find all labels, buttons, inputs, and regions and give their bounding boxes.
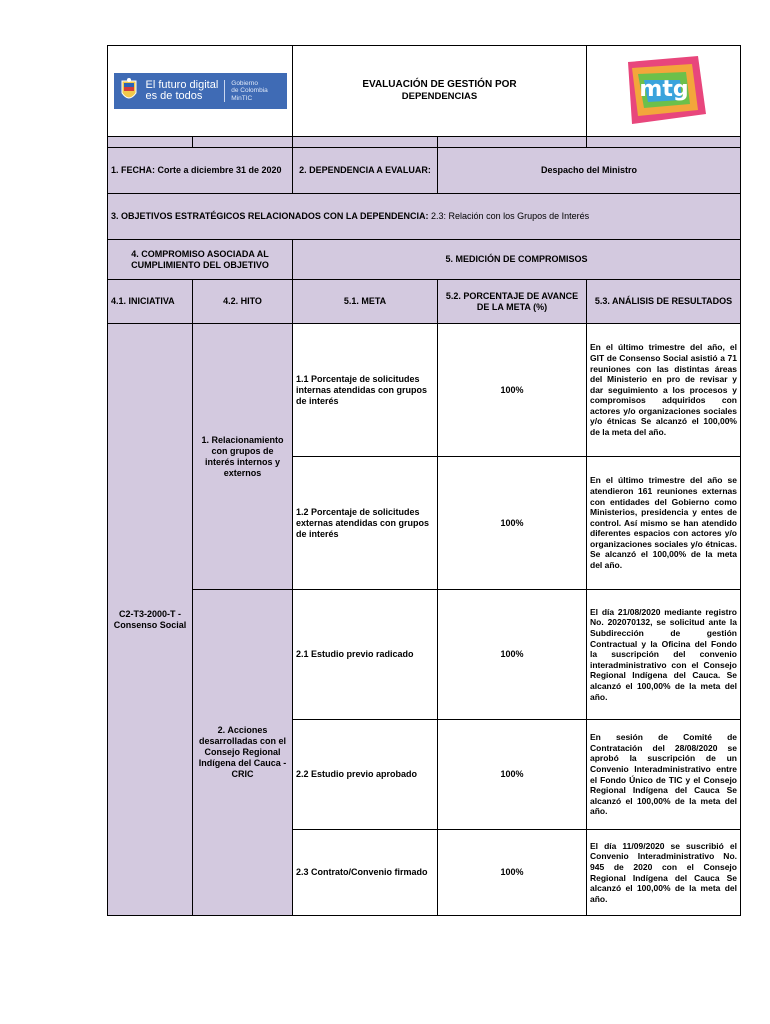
objetivos-value: 2.3: Relación con los Grupos de Interés — [428, 211, 590, 221]
mtg-logo-cell — [587, 46, 741, 137]
meta-cell: 1.1 Porcentaje de solicitudes internas atendidas con grupos de interés — [293, 324, 438, 457]
mtg-logo — [618, 54, 710, 128]
document-title-line2: DEPENDENCIAS — [401, 91, 478, 102]
colombia-seal-icon — [118, 77, 140, 105]
header-row — [108, 46, 741, 137]
table-row — [108, 324, 741, 457]
mtg-logo-text: mtg — [638, 77, 689, 102]
date-dependency-row — [108, 148, 741, 194]
gov-logo-main-text: El futuro digital es de todos — [144, 80, 226, 102]
meta-cell: 2.2 Estudio previo aprobado — [293, 720, 438, 830]
column-header-row — [108, 280, 741, 324]
col-meta: 5.1. META — [293, 280, 438, 324]
hito-cell: 2. Acciones desarrolladas con el Consejo Regional Indígena del Cauca - CRIC — [193, 590, 293, 916]
col-iniciativa: 4.1. INICIATIVA — [108, 280, 193, 324]
medicion-header: 5. MEDICIÓN DE COMPROMISOS — [293, 240, 741, 280]
dependencia-label: 2. DEPENDENCIA A EVALUAR: — [293, 148, 438, 194]
table-row — [108, 590, 741, 720]
meta-cell: 1.2 Porcentaje de solicitudes externas atendidas con grupos de interés — [293, 457, 438, 590]
col-porcentaje: 5.2. PORCENTAJE DE AVANCE DE LA META (%) — [438, 280, 587, 324]
gov-logo-cell — [108, 46, 293, 137]
meta-cell: 2.3 Contrato/Convenio firmado — [293, 830, 438, 916]
col-hito: 4.2. HITO — [193, 280, 293, 324]
porcentaje-cell: 100% — [438, 457, 587, 590]
document-title-line1: EVALUACIÓN DE GESTIÓN POR — [362, 79, 517, 90]
analisis-cell: El día 21/08/2020 mediante registro No. 202070132, se solicitud ante la Subdirección de gestión Contractual y la Oficina del Fondo la suscripción del convenio interadministrativo con el Consejo Regional Indígena del Cauca. Se alcanzó el 100,00% de la meta del año. — [587, 590, 741, 720]
objetivos-label: 3. OBJETIVOS ESTRATÉGICOS RELACIONADOS CON LA DEPENDENCIA: — [111, 211, 429, 221]
analisis-cell: En el último trimestre del año se atendieron 161 reuniones externas con entidades del Gobierno como Ministerios, presidencia y entes de control. Así mismo se han atendido diferentes espacios con actores y/o organizaciones sociales y/o étnicas. Se alcanzó el 100,00% de la meta del año. — [587, 457, 741, 590]
porcentaje-cell: 100% — [438, 720, 587, 830]
iniciativa-cell: C2-T3-2000-T - Consenso Social — [108, 324, 193, 916]
gov-logo-side-text: Gobierno de Colombia MinTIC — [231, 79, 268, 102]
objetivos-cell — [108, 194, 741, 240]
porcentaje-cell: 100% — [438, 830, 587, 916]
analisis-cell: En sesión de Comité de Contratación del 28/08/2020 se aprobó la suscripción de un Convenio Interadministrativo entre el Fondo Único de TIC y el Consejo Regional Indígena del Cauca Se alcanzó el 100,00% de la meta del año. — [587, 720, 741, 830]
analisis-cell: En el último trimestre del año, el GIT de Consenso Social asistió a 71 reuniones con las distintas áreas del Ministerio en pro de revisar y dar seguimiento a los procesos y compromisos adquiridos con actores y/o organizaciones sociales y/o étnicas Se alcanzó el 100,00% de la meta del año. — [587, 324, 741, 457]
document-title-cell — [293, 46, 587, 137]
evaluation-table — [107, 45, 741, 916]
porcentaje-cell: 100% — [438, 324, 587, 457]
spacer-strip — [108, 137, 741, 148]
compromiso-header: 4. COMPROMISO ASOCIADA AL CUMPLIMIENTO DEL OBJETIVO — [108, 240, 293, 280]
porcentaje-cell: 100% — [438, 590, 587, 720]
hito-cell: 1. Relacionamiento con grupos de interés internos y externos — [193, 324, 293, 590]
commitment-row — [108, 240, 741, 280]
col-analisis: 5.3. ANÁLISIS DE RESULTADOS — [587, 280, 741, 324]
analisis-cell: El día 11/09/2020 se suscribió el Convenio Interadministrativo No. 945 de 2020 con el Consejo Regional Indígena del Cauca Se alcanzó el 100,00% de la meta del año. — [587, 830, 741, 916]
gov-logo — [114, 73, 287, 109]
fecha-cell: 1. FECHA: Corte a diciembre 31 de 2020 — [108, 148, 293, 194]
dependencia-value: Despacho del Ministro — [438, 148, 741, 194]
meta-cell: 2.1 Estudio previo radicado — [293, 590, 438, 720]
objectives-row — [108, 194, 741, 240]
evaluation-document — [107, 45, 740, 916]
